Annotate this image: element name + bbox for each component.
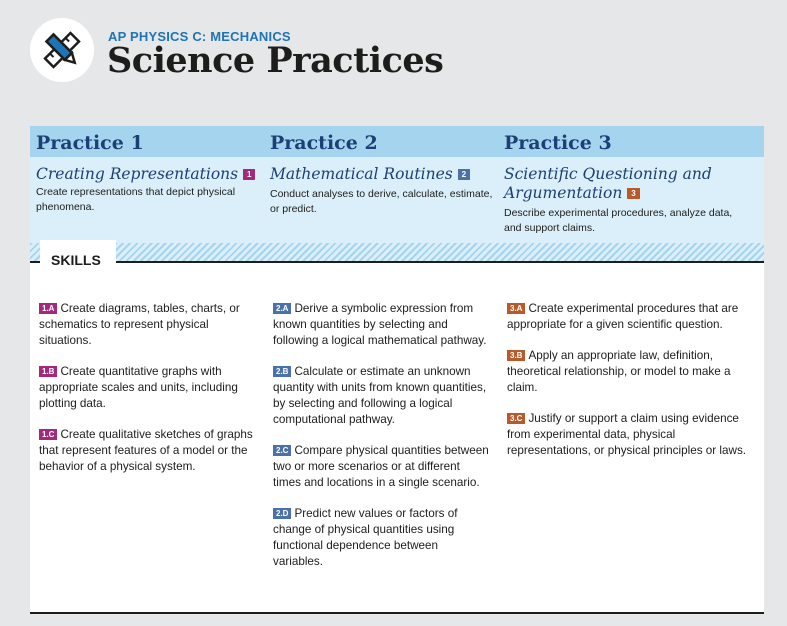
skill-code-badge: 3.C — [507, 413, 525, 424]
practice-3-description: Describe experimental procedures, analyze data, and support claims. — [504, 207, 733, 234]
practice-3-heading: Practice 3 — [504, 132, 612, 154]
practice-2-column — [264, 126, 498, 217]
skill-code-badge: 1.A — [39, 303, 57, 314]
skill-code-badge: 3.A — [507, 303, 525, 314]
practice-3-number-badge: 3 — [627, 188, 639, 199]
skill-item: 2.D Predict new values or factors of change of physical quantities using functional dependence between variables. — [273, 507, 458, 568]
practice-1-name: Creating Representations 1 — [30, 165, 264, 184]
practice-3-skills — [507, 301, 752, 474]
practice-2-skills — [273, 301, 491, 585]
skill-item: 2.B Calculate or estimate an unknown quantity with units from known quantities, by selecting and following a logical computational pathway. — [273, 365, 487, 426]
hatch-divider — [30, 243, 764, 261]
skill-item: 2.A Derive a symbolic expression from known quantities by selecting and following a logical mathematical pathway. — [273, 302, 487, 347]
practice-3-column — [498, 126, 748, 236]
skill-item: 1.A Create diagrams, tables, charts, or schematics to represent physical situations. — [39, 302, 240, 347]
practice-1-skills — [39, 301, 257, 490]
skill-code-badge: 2.C — [273, 445, 291, 456]
pencil-ruler-icon — [42, 30, 82, 70]
skill-item: 1.C Create qualitative sketches of graphs that represent features of a model or the behavior of a physical system. — [39, 428, 253, 473]
practice-1-column — [30, 126, 264, 215]
skill-item: 2.C Compare physical quantities between two or more scenarios or at different times and locations in a single scenario. — [273, 444, 489, 489]
skill-code-badge: 2.D — [273, 508, 291, 519]
practice-2-description: Conduct analyses to derive, calculate, estimate, or predict. — [270, 188, 493, 215]
practice-2-heading: Practice 2 — [270, 132, 378, 154]
skill-item: 3.A Create experimental procedures that are appropriate for a given scientific question. — [507, 302, 739, 331]
skill-code-badge: 1.C — [39, 429, 57, 440]
practice-1-number-badge: 1 — [243, 169, 255, 180]
practice-2-number-badge: 2 — [458, 169, 470, 180]
logo — [30, 18, 94, 82]
bottom-rule — [30, 612, 764, 614]
skill-item: 3.B Apply an appropriate law, definition, theoretical relationship, or model to make a claim. — [507, 349, 731, 394]
practices-table — [30, 126, 764, 614]
practice-1-heading: Practice 1 — [36, 132, 144, 154]
divider-rule — [30, 261, 764, 263]
skill-item: 1.B Create quantitative graphs with appropriate scales and units, including plotting data. — [39, 365, 238, 410]
skills-label: SKILLS — [40, 240, 116, 273]
course-subtitle: AP PHYSICS C: MECHANICS — [108, 29, 291, 44]
practice-3-name: Scientific Questioning and Argumentation 3 — [504, 165, 712, 202]
skill-code-badge: 2.A — [273, 303, 291, 314]
skill-item: 3.C Justify or support a claim using evidence from experimental data, physical representations, or physical principles or laws. — [507, 412, 747, 457]
practice-1-description: Create representations that depict physical phenomena. — [36, 186, 236, 213]
page-title: Science Practices — [107, 40, 444, 81]
skill-code-badge: 3.B — [507, 350, 525, 361]
skill-code-badge: 1.B — [39, 366, 57, 377]
skill-code-badge: 2.B — [273, 366, 291, 377]
practice-2-name: Mathematical Routines 2 — [264, 165, 498, 184]
